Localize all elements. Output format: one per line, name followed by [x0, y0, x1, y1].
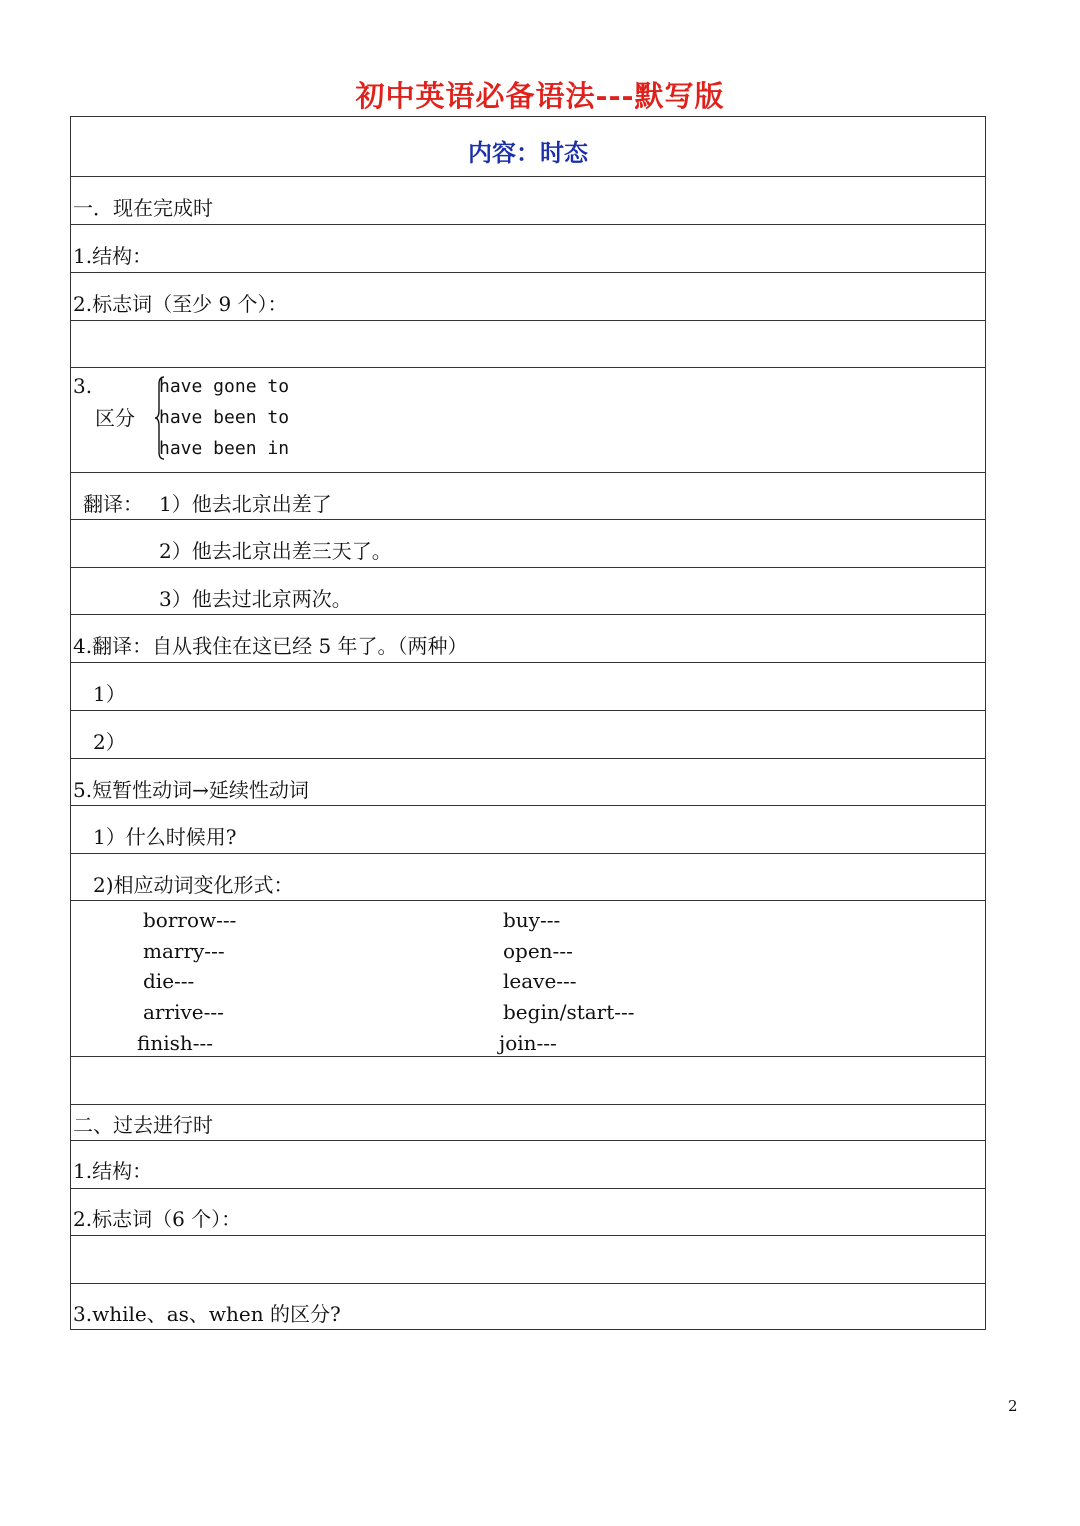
document-title: 初中英语必备语法---默写版: [355, 79, 725, 113]
subtitle: 内容：时态: [468, 138, 588, 167]
section1-heading: 一．现在完成时: [73, 196, 213, 220]
verb-item: begin/start---: [503, 1000, 635, 1024]
translation-item: 1）他去北京出差了: [159, 492, 332, 516]
table-row: [71, 758, 985, 806]
section2-signal-words: 2.标志词（6 个）：: [73, 1207, 242, 1231]
distinguish-row: [71, 367, 985, 472]
table-row: [71, 1283, 985, 1329]
table-row: [71, 224, 985, 272]
verb-item: buy---: [503, 908, 561, 932]
question-4: 4.翻译：自从我住在这已经 5 年了。（两种）: [73, 634, 468, 658]
table-row: [71, 176, 985, 224]
answer-line: 1）: [93, 682, 126, 706]
grammar-table: [70, 116, 986, 1330]
table-row: [71, 853, 985, 901]
table-row: [71, 272, 985, 320]
blank-answer-row: [71, 1235, 985, 1283]
verb-item: arrive---: [143, 1000, 224, 1024]
blank-answer-row: [71, 320, 985, 368]
verb-item: leave---: [503, 969, 577, 993]
table-row: [71, 1188, 985, 1236]
verb-item: open---: [503, 939, 573, 963]
distinguish-item: have been in: [159, 438, 290, 459]
section2-structure: 1.结构：: [73, 1159, 153, 1183]
verb-item: join---: [499, 1031, 557, 1055]
distinguish-item: have gone to: [159, 376, 290, 397]
table-row: [71, 1104, 985, 1141]
answer-line: 2）: [93, 730, 126, 754]
verb-item: borrow---: [143, 908, 237, 932]
verb-item: die---: [143, 969, 195, 993]
distinguish-number: 3.: [73, 374, 93, 398]
table-row: [71, 1140, 985, 1188]
distinguish-label: 区分: [95, 406, 135, 430]
blank-answer-row: [71, 1056, 985, 1104]
section1-signal-words: 2.标志词（至少 9 个）：: [73, 292, 288, 316]
question-5-part-2: 2)相应动词变化形式：: [93, 873, 294, 897]
verb-item: marry---: [143, 939, 225, 963]
table-row: [71, 567, 985, 615]
question-5-part-1: 1）什么时候用?: [93, 825, 237, 849]
translation-item: 2）他去北京出差三天了。: [159, 539, 392, 563]
table-row: [71, 614, 985, 662]
table-row: [71, 472, 985, 520]
section2-question-3: 3.while、as、when 的区分?: [73, 1302, 341, 1326]
table-row: [71, 662, 985, 710]
section1-structure: 1.结构：: [73, 244, 153, 268]
verb-item: finish---: [137, 1031, 214, 1055]
table-row: [71, 519, 985, 567]
table-row: [71, 805, 985, 853]
question-5: 5.短暂性动词→延续性动词: [73, 778, 309, 802]
verb-list-row: [71, 900, 985, 1057]
translate-label: 翻译：: [83, 492, 143, 516]
section2-heading: 二、过去进行时: [73, 1113, 213, 1137]
distinguish-item: have been to: [159, 407, 290, 428]
page-number: 2: [1008, 1397, 1018, 1415]
subtitle-row: [71, 117, 985, 177]
table-row: [71, 710, 985, 758]
translation-item: 3）他去过北京两次。: [159, 587, 352, 611]
